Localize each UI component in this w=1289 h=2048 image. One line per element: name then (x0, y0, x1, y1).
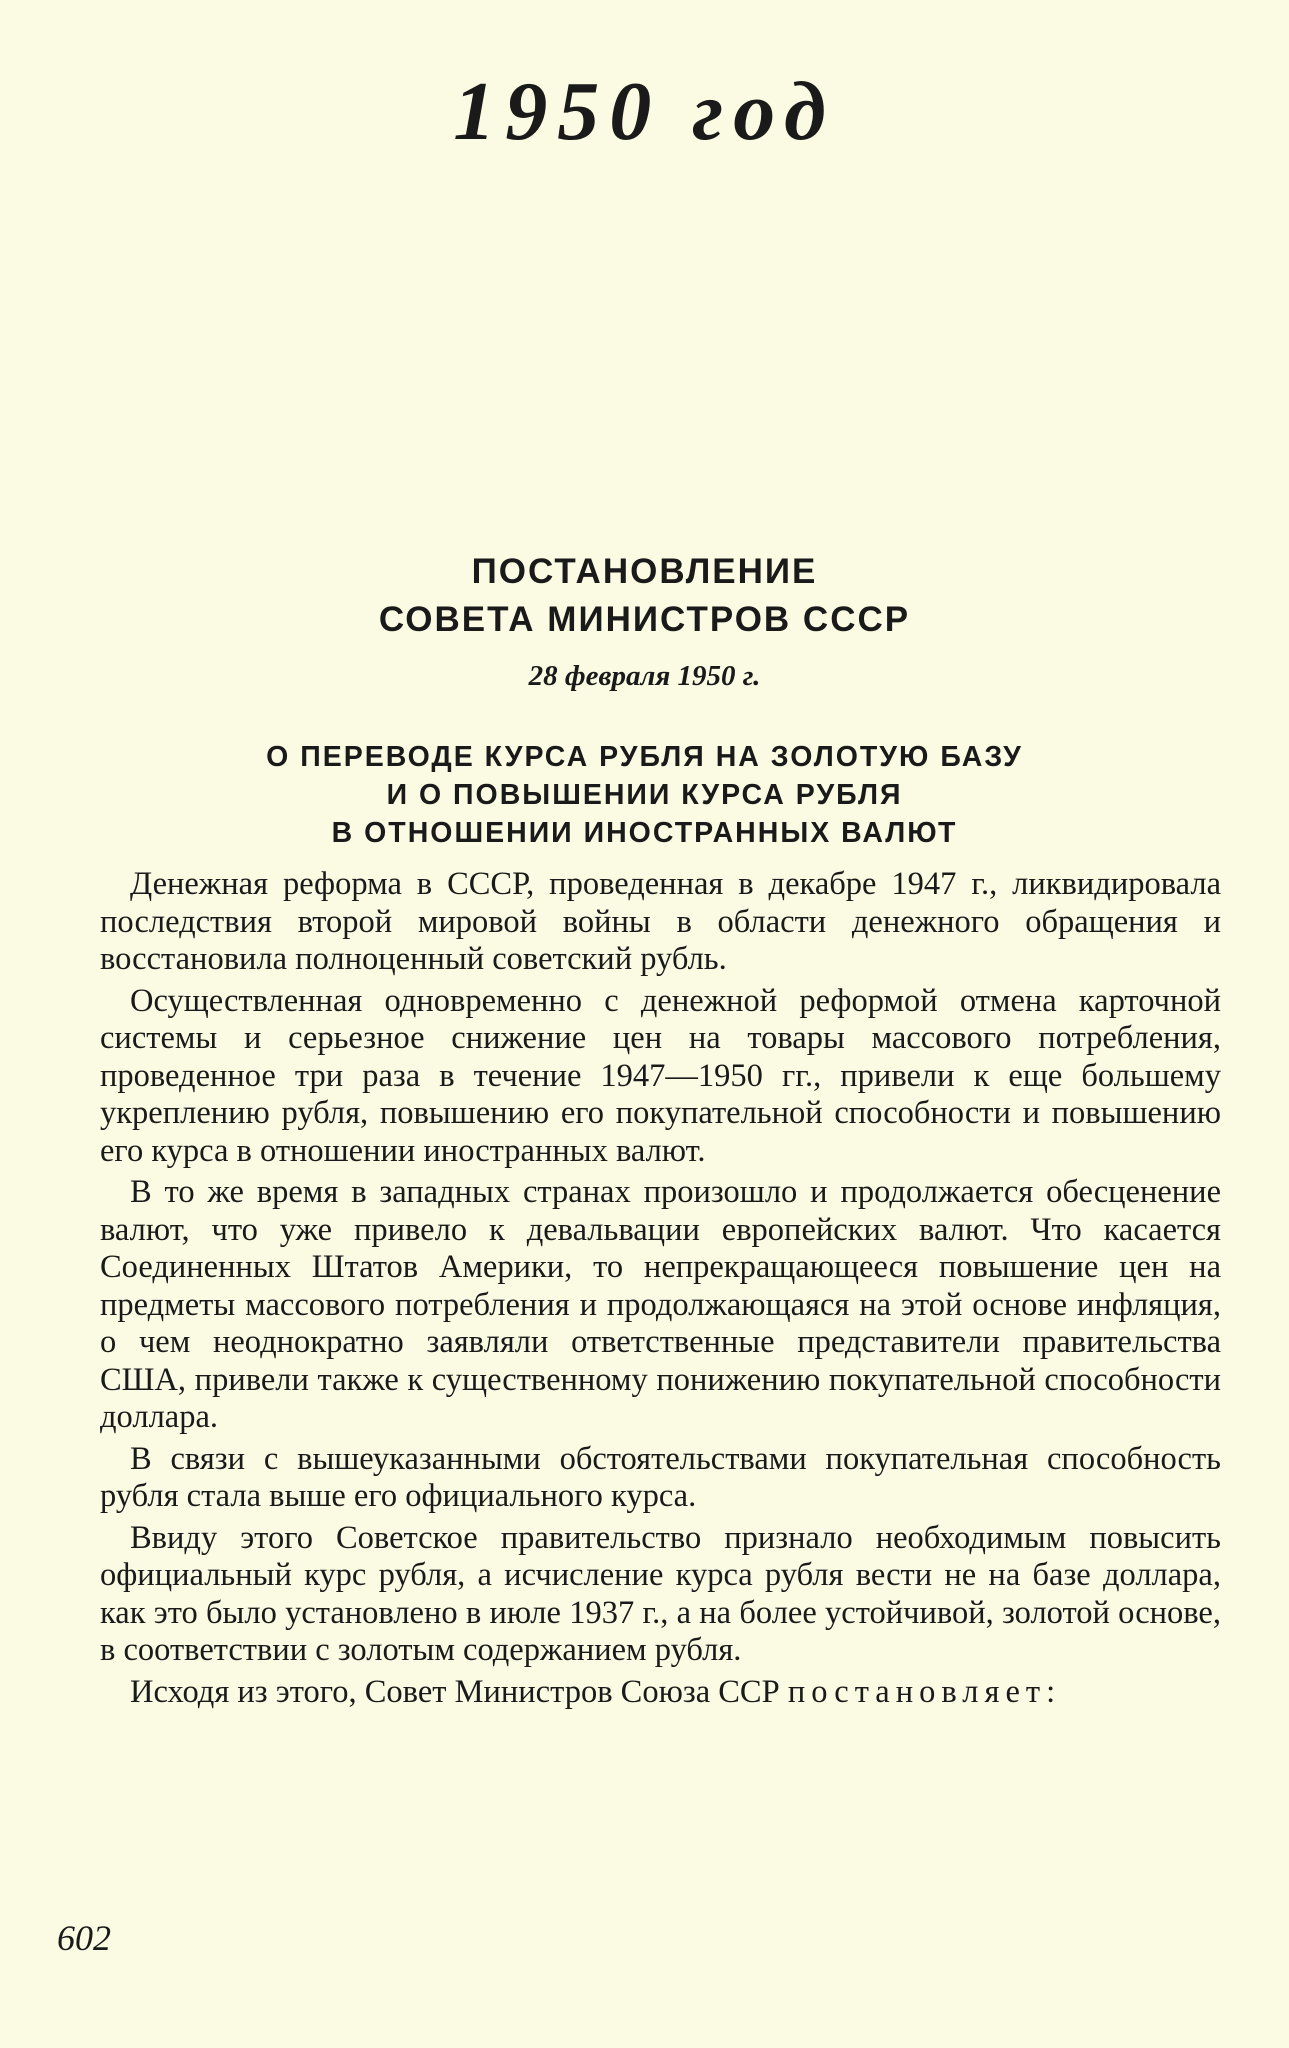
paragraph: Денежная реформа в СССР, проведенная в декабре 1947 г., ликвидировала последствия второй мировой войны в области денежного обращения и восстановила полноценный советский рубль. (100, 866, 1221, 977)
document-authority: СОВЕТА МИНИСТРОВ СССР (378, 600, 911, 639)
page-number: 602 (57, 1918, 111, 1958)
subject-line: О ПЕРЕВОДЕ КУРСА РУБЛЯ НА ЗОЛОТУЮ БАЗУ (266, 741, 1023, 773)
body-text (100, 866, 1221, 1715)
paragraph: В то же время в западных странах произошло и продолжается обесценение валют, что уже привело к девальвации европейских валют. Что касается Соединенных Штатов Америки, то непрекращающееся повышение цен на предметы массового потребления и продолжающаяся на этой основе инфляция, о чем неоднократно заявляли ответственные представители правительства США, привели также к существенному понижению покупательной способности доллара. (100, 1174, 1221, 1435)
subject-line: И О ПОВЫШЕНИИ КУРСА РУБЛЯ (386, 779, 903, 811)
paragraph: Ввиду этого Советское правительство признало необходимым повысить официальный курс рубля, а исчисление курса рубля вести не на базе доллара, как это было установлено в июле 1937 г., а на более устойчивой, золотой основе, в соответствии с золотым содержанием рубля. (100, 1519, 1221, 1668)
final-paragraph-lead: Исходя из этого, Совет Министров Союза ССР (130, 1673, 780, 1710)
year-heading: 1950 год (453, 65, 836, 158)
document-subject (0, 738, 1289, 852)
document-date: 28 февраля 1950 г. (528, 660, 761, 692)
paragraph: Осуществленная одновременно с денежной реформой отмена карточной системы и серьезное снижение цен на товары массового потребления, проведенное три раза в течение 1947—1950 гг., привели к еще большему укреплению рубля, повышению его покупательной способности и повышению его курса в отношении иностранных валют. (100, 982, 1221, 1169)
final-paragraph (100, 1674, 1221, 1712)
document-type: ПОСТАНОВЛЕНИЕ (471, 552, 818, 591)
subject-line: В ОТНОШЕНИИ ИНОСТРАННЫХ ВАЛЮТ (331, 817, 958, 849)
resolution-word: постановляет: (787, 1673, 1062, 1710)
document-header (0, 548, 1289, 852)
paragraph: В связи с вышеуказанными обстоятельствами покупательная способность рубля стала выше его официального курса. (100, 1440, 1221, 1514)
